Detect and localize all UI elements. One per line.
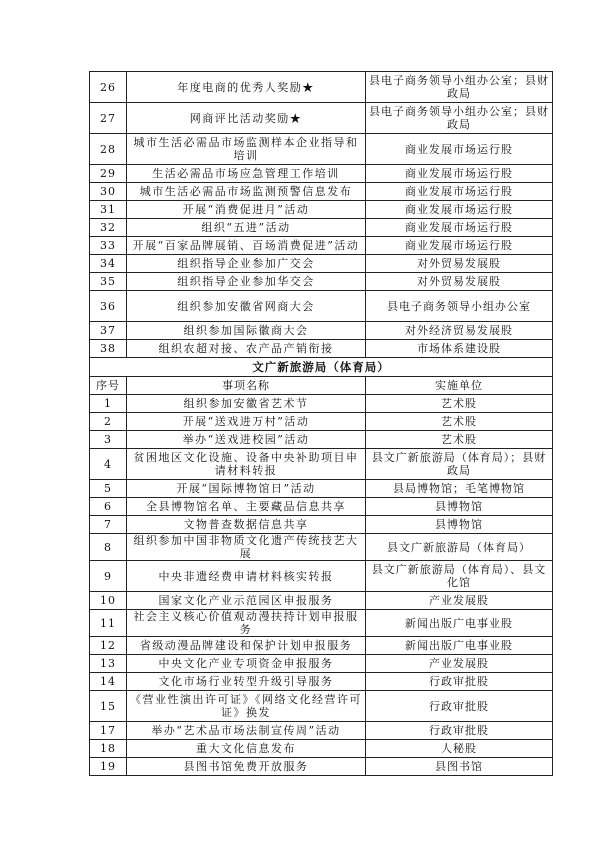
row-number: 26	[90, 72, 127, 103]
item-name: 网商评比活动奖励★	[127, 103, 366, 134]
table-row	[90, 165, 553, 183]
header-item: 事项名称	[127, 377, 366, 395]
implementing-unit: 艺术股	[366, 431, 553, 449]
item-name: 生活必需品市场应急管理工作培训	[127, 165, 366, 183]
implementing-unit: 商业发展市场运行股	[366, 237, 553, 255]
row-number: 12	[90, 637, 127, 655]
document-page	[89, 71, 552, 776]
implementing-unit: 商业发展市场运行股	[366, 134, 553, 165]
item-name: 国家文化产业示范园区申报服务	[127, 592, 366, 610]
table-row	[90, 758, 553, 776]
item-name: 《营业性演出许可证》《网络文化经营许可证》换发	[127, 691, 366, 722]
table-row	[90, 498, 553, 516]
implementing-unit: 行政审批股	[366, 691, 553, 722]
item-name: 开展“送戏进万村”活动	[127, 413, 366, 431]
item-name: 开展“国际博物馆日”活动	[127, 480, 366, 498]
item-name: 城市生活必需品市场监测样本企业指导和培训	[127, 134, 366, 165]
table-row	[90, 413, 553, 431]
services-table	[89, 71, 553, 776]
table-row	[90, 691, 553, 722]
implementing-unit: 人秘股	[366, 740, 553, 758]
item-name: 全县博物馆名单、主要藏品信息共享	[127, 498, 366, 516]
table-row	[90, 255, 553, 273]
row-number: 31	[90, 201, 127, 219]
table-row	[90, 673, 553, 691]
row-number: 11	[90, 610, 127, 637]
implementing-unit: 对外贸易发展股	[366, 255, 553, 273]
item-name: 组织指导企业参加华交会	[127, 273, 366, 291]
row-number: 28	[90, 134, 127, 165]
implementing-unit: 商业发展市场运行股	[366, 183, 553, 201]
table-row	[90, 291, 553, 322]
implementing-unit: 行政审批股	[366, 722, 553, 740]
implementing-unit: 县局博物馆；毛笔博物馆	[366, 480, 553, 498]
table-row	[90, 740, 553, 758]
table-row	[90, 722, 553, 740]
table-row	[90, 480, 553, 498]
row-number: 14	[90, 673, 127, 691]
implementing-unit: 县电子商务领导小组办公室	[366, 291, 553, 322]
table-row	[90, 134, 553, 165]
row-number: 5	[90, 480, 127, 498]
table-row	[90, 431, 553, 449]
header-no: 序号	[90, 377, 127, 395]
item-name: 重大文化信息发布	[127, 740, 366, 758]
implementing-unit: 对外贸易发展股	[366, 273, 553, 291]
table-row	[90, 340, 553, 358]
implementing-unit: 县文广新旅游局（体育局）、县文化馆	[366, 561, 553, 592]
table-row	[90, 610, 553, 637]
row-number: 10	[90, 592, 127, 610]
table-row	[90, 183, 553, 201]
row-number: 29	[90, 165, 127, 183]
row-number: 36	[90, 291, 127, 322]
table-row	[90, 103, 553, 134]
item-name: 中央非遗经费申请材料核实转报	[127, 561, 366, 592]
table-row	[90, 561, 553, 592]
table-row	[90, 592, 553, 610]
table-row	[90, 273, 553, 291]
item-name: 组织参加安徽省网商大会	[127, 291, 366, 322]
implementing-unit: 县电子商务领导小组办公室；县财政局	[366, 72, 553, 103]
implementing-unit: 艺术股	[366, 413, 553, 431]
item-name: 中央文化产业专项资金申报服务	[127, 655, 366, 673]
row-number: 19	[90, 758, 127, 776]
row-number: 7	[90, 516, 127, 534]
implementing-unit: 对外经济贸易发展股	[366, 322, 553, 340]
table-row	[90, 534, 553, 561]
table-row	[90, 72, 553, 103]
section-title: 文广新旅游局（体育局）	[90, 358, 553, 377]
implementing-unit: 县博物馆	[366, 498, 553, 516]
table-row	[90, 322, 553, 340]
table-row	[90, 516, 553, 534]
row-number: 9	[90, 561, 127, 592]
table-row	[90, 655, 553, 673]
item-name: 文化市场行业转型升级引导服务	[127, 673, 366, 691]
item-name: 贫困地区文化设施、设备中央补助项目申请材料转报	[127, 449, 366, 480]
table-row	[90, 219, 553, 237]
row-number: 4	[90, 449, 127, 480]
item-name: 年度电商的优秀人奖励★	[127, 72, 366, 103]
row-number: 35	[90, 273, 127, 291]
section-row	[90, 358, 553, 377]
item-name: 社会主义核心价值观动漫扶持计划申报服务	[127, 610, 366, 637]
implementing-unit: 艺术股	[366, 395, 553, 413]
implementing-unit: 产业发展股	[366, 592, 553, 610]
implementing-unit: 商业发展市场运行股	[366, 201, 553, 219]
implementing-unit: 商业发展市场运行股	[366, 165, 553, 183]
row-number: 27	[90, 103, 127, 134]
table-row	[90, 201, 553, 219]
implementing-unit: 行政审批股	[366, 673, 553, 691]
row-number: 17	[90, 722, 127, 740]
item-name: 组织参加安徽省艺术节	[127, 395, 366, 413]
row-number: 30	[90, 183, 127, 201]
implementing-unit: 市场体系建设股	[366, 340, 553, 358]
item-name: 县图书馆免费开放服务	[127, 758, 366, 776]
row-number: 33	[90, 237, 127, 255]
row-number: 32	[90, 219, 127, 237]
row-number: 1	[90, 395, 127, 413]
row-number: 8	[90, 534, 127, 561]
row-number: 38	[90, 340, 127, 358]
table-row	[90, 449, 553, 480]
row-number: 37	[90, 322, 127, 340]
item-name: 组织参加国际徽商大会	[127, 322, 366, 340]
implementing-unit: 新闻出版广电事业股	[366, 610, 553, 637]
implementing-unit: 新闻出版广电事业股	[366, 637, 553, 655]
table-body	[90, 72, 553, 776]
implementing-unit: 商业发展市场运行股	[366, 219, 553, 237]
row-number: 34	[90, 255, 127, 273]
implementing-unit: 县博物馆	[366, 516, 553, 534]
row-number: 6	[90, 498, 127, 516]
header-unit: 实施单位	[366, 377, 553, 395]
table-row	[90, 637, 553, 655]
item-name: 组织指导企业参加广交会	[127, 255, 366, 273]
item-name: 开展“百家品牌展销、百场消费促进”活动	[127, 237, 366, 255]
implementing-unit: 县文广新旅游局（体育局）；县财政局	[366, 449, 553, 480]
item-name: 开展“消费促进月”活动	[127, 201, 366, 219]
item-name: 组织农超对接、农产品产销衔接	[127, 340, 366, 358]
row-number: 15	[90, 691, 127, 722]
row-number: 18	[90, 740, 127, 758]
item-name: 举办“艺术品市场法制宣传周”活动	[127, 722, 366, 740]
implementing-unit: 县电子商务领导小组办公室；县财政局	[366, 103, 553, 134]
implementing-unit: 县文广新旅游局（体育局）	[366, 534, 553, 561]
item-name: 省级动漫品牌建设和保护计划申报服务	[127, 637, 366, 655]
implementing-unit: 县图书馆	[366, 758, 553, 776]
row-number: 2	[90, 413, 127, 431]
table-row	[90, 237, 553, 255]
item-name: 城市生活必需品市场监测预警信息发布	[127, 183, 366, 201]
table-row	[90, 395, 553, 413]
item-name: 举办“送戏进校园”活动	[127, 431, 366, 449]
item-name: 组织参加中国非物质文化遗产传统技艺大展	[127, 534, 366, 561]
implementing-unit: 产业发展股	[366, 655, 553, 673]
header-row	[90, 377, 553, 395]
item-name: 组织“五进”活动	[127, 219, 366, 237]
item-name: 文物普查数据信息共享	[127, 516, 366, 534]
row-number: 3	[90, 431, 127, 449]
row-number: 13	[90, 655, 127, 673]
